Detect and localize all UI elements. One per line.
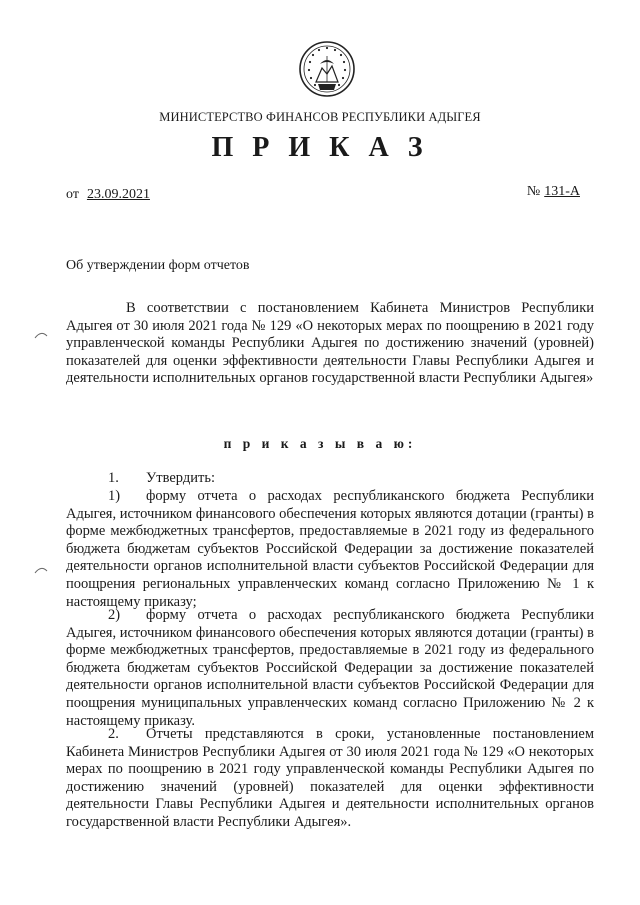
number-value: 131-А [544,184,580,199]
item-text: форму отчета о расходах республиканского бюджета Республики Адыгея, источником финансового обеспечения которых являются дотации (гранты) в форме межбюджетных трансфертов, предоставляемые в 2021 году из федерального бюджета бюджетам субъектов Российской Федерации за достижение показателей деятельности органов исполнительной власти субъектов Российской Федерации для поощрения региональных управленческих команд согласно Приложению № 1 к настоящему приказу; [66,488,594,610]
date-prefix: от [66,187,79,202]
item-marker: 2. [108,726,119,742]
document-number [527,184,580,200]
order-word: п р и к а з ы в а ю: [223,436,417,451]
binder-hole-mark-icon [34,565,48,575]
item-text: Утвердить: [146,470,215,486]
list-item [66,607,594,730]
number-prefix: № [526,184,541,199]
document-subject: Об утверждении форм отчетов [66,258,250,273]
item-text: форму отчета о расходах республиканского бюджета Республики Адыгея, источником финансового обеспечения которых являются дотации (гранты) в форме межбюджетных трансфертов, предоставляемые в 2021 году из федерального бюджета бюджетам субъектов Российской Федерации за достижение показателей деятельности органов исполнительной власти субъектов Российской Федерации для поощрения муниципальных управленческих команд согласно Приложению № 2 к настоящему приказу. [66,607,594,729]
date-value: 23.09.2021 [86,187,150,202]
intro-paragraph: В соответствии с постановлением Кабинета Министров Республики Адыгея от 30 июля 2021 года № 129 «О некоторых мерах по поощрению в 2021 году управленческой команды Республики Адыгея по достижению значений (уровней) показателей для оценки эффективности деятельности Главы Республики Адыгея и деятельности исполнительных органов государственной власти Республики Адыгея» [66,300,594,387]
ministry-name: МИНИСТЕРСТВО ФИНАНСОВ РЕСПУБЛИКИ АДЫГЕЯ [159,110,481,124]
item-marker: 1) [108,488,121,504]
list-item [66,488,594,611]
item-marker: 1. [108,470,119,486]
list-item [66,470,594,488]
list-item [66,726,594,832]
document-date [66,187,150,203]
document-title: П Р И К А З [211,132,429,163]
coat-of-arms-icon [298,38,356,100]
item-marker: 2) [108,607,121,623]
item-text: Отчеты представляются в сроки, установленные постановлением Кабинета Министров Республики Адыгея от 30 июля 2021 года № 129 «О некоторых мерах по поощрению в 2021 году управленческой команды Республики Адыгея по достижению значений (уровней) показателей для оценки эффективности деятельности Главы Республики Адыгея и деятельности исполнительных органов государственной власти Республики Адыгея». [66,726,594,830]
binder-hole-mark-icon [34,330,48,340]
